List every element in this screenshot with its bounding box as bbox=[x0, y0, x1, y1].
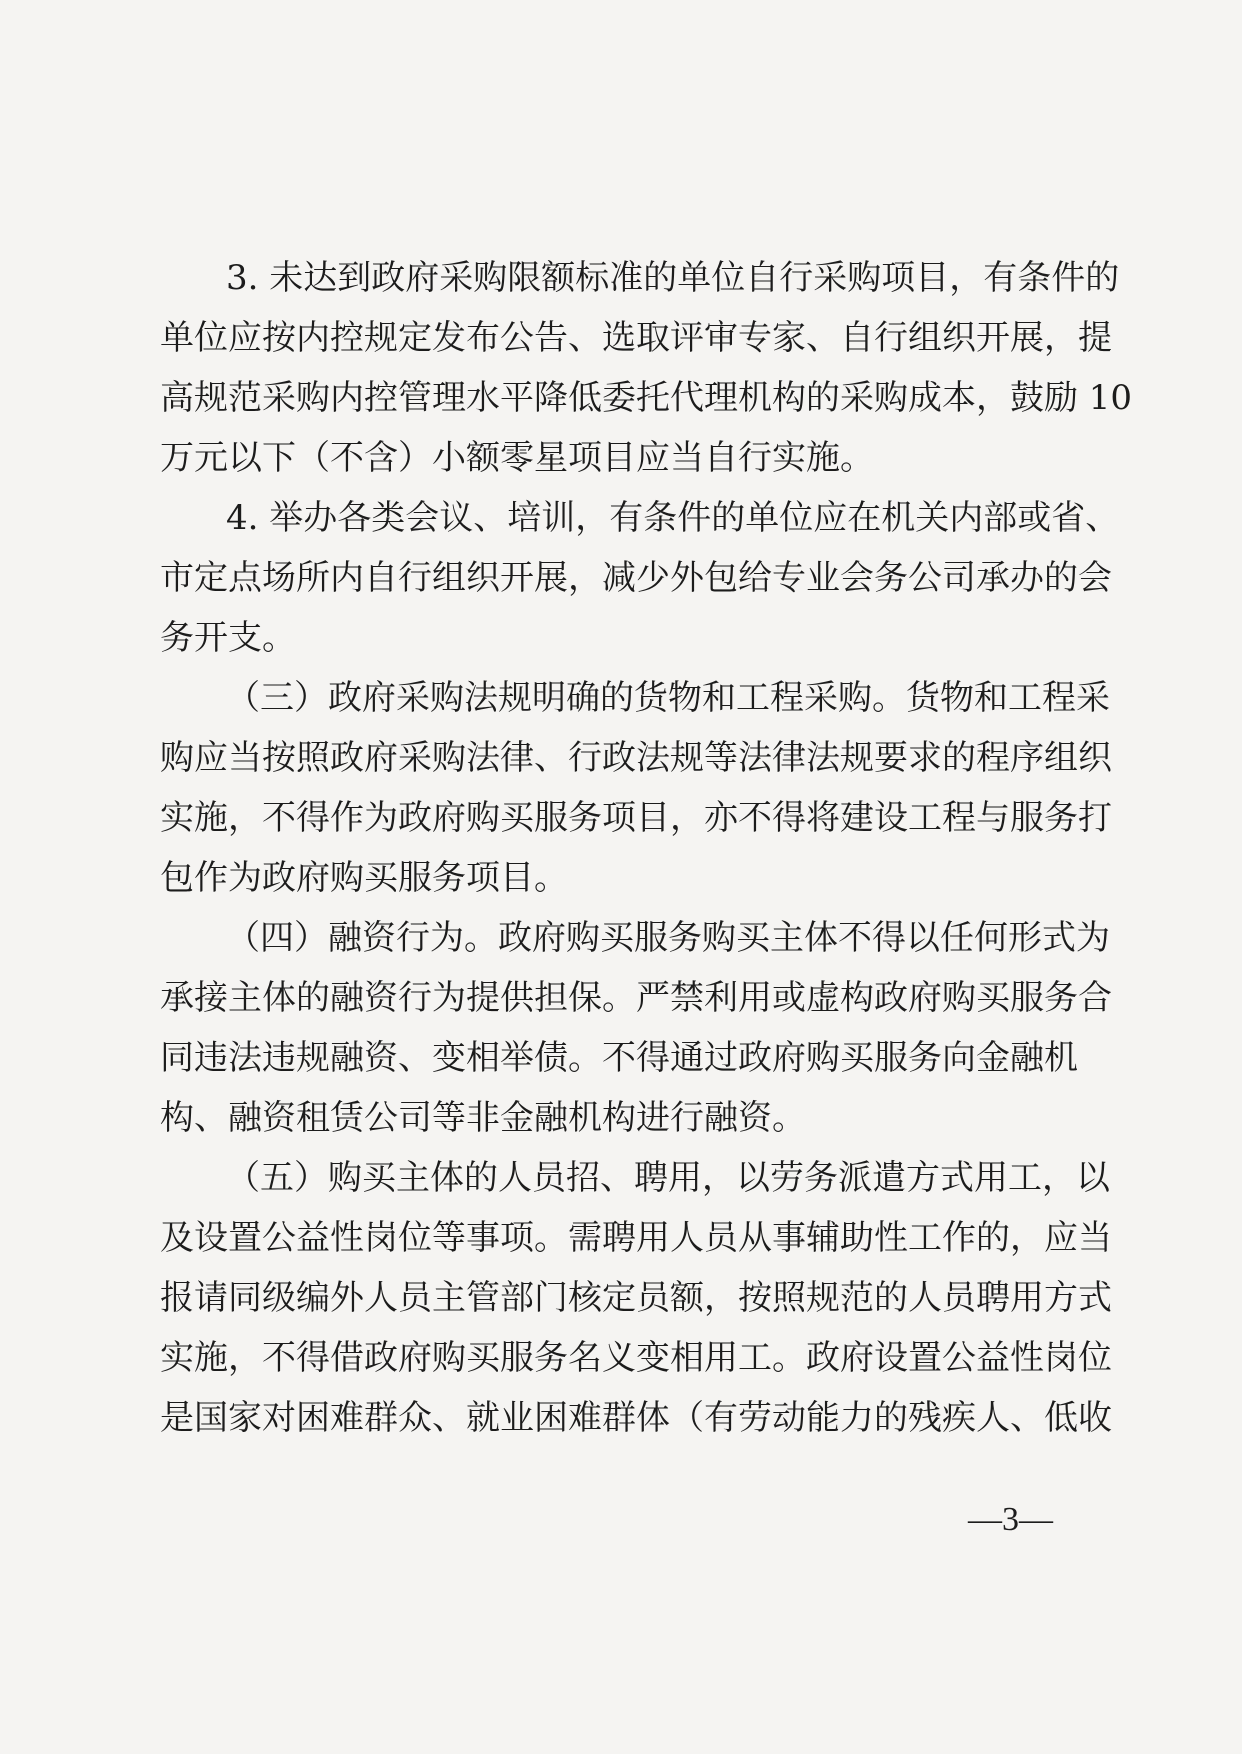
text-line: 3. 未达到政府采购限额标准的单位自行采购项目，有条件的 bbox=[226, 258, 1120, 298]
text-line: （三）政府采购法规明确的货物和工程采购。货物和工程采 bbox=[226, 678, 1110, 718]
text-line: 务开支。 bbox=[160, 618, 296, 658]
text-line: 报请同级编外人员主管部门核定员额，按照规范的人员聘用方式 bbox=[160, 1278, 1112, 1318]
text-line: 4. 举办各类会议、培训，有条件的单位应在机关内部或省、 bbox=[226, 498, 1120, 538]
text-line: 及设置公益性岗位等事项。需聘用人员从事辅助性工作的，应当 bbox=[160, 1218, 1112, 1258]
text-line: 实施，不得借政府购买服务名义变相用工。政府设置公益性岗位 bbox=[160, 1338, 1112, 1378]
text-line: 是国家对困难群众、就业困难群体（有劳动能力的残疾人、低收 bbox=[160, 1398, 1112, 1438]
text-line: 单位应按内控规定发布公告、选取评审专家、自行组织开展，提 bbox=[160, 318, 1112, 358]
text-line: 实施，不得作为政府购买服务项目，亦不得将建设工程与服务打 bbox=[160, 798, 1112, 838]
text-line: 万元以下（不含）小额零星项目应当自行实施。 bbox=[160, 438, 874, 478]
text-line: 购应当按照政府采购法律、行政法规等法律法规要求的程序组织 bbox=[160, 738, 1112, 778]
text-line: 构、融资租赁公司等非金融机构进行融资。 bbox=[160, 1098, 806, 1138]
text-line: 同违法违规融资、变相举债。不得通过政府购买服务向金融机 bbox=[160, 1038, 1078, 1078]
text-line: 高规范采购内控管理水平降低委托代理机构的采购成本，鼓励 10 bbox=[160, 378, 1133, 418]
text-line: 承接主体的融资行为提供担保。严禁利用或虚构政府购买服务合 bbox=[160, 978, 1112, 1018]
text-line: （五）购买主体的人员招、聘用，以劳务派遣方式用工，以 bbox=[226, 1158, 1110, 1198]
text-line: 市定点场所内自行组织开展，减少外包给专业会务公司承办的会 bbox=[160, 558, 1112, 598]
text-line: （四）融资行为。政府购买服务购买主体不得以任何形式为 bbox=[226, 918, 1110, 958]
page-number: —3— bbox=[968, 1501, 1053, 1538]
text-line: 包作为政府购买服务项目。 bbox=[160, 858, 568, 898]
